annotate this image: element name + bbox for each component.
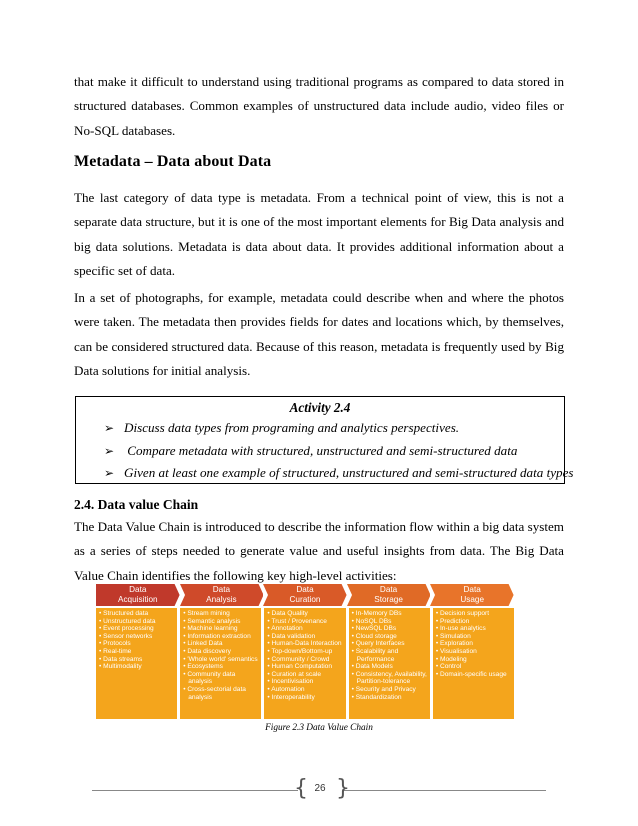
stage-header: [430, 584, 514, 606]
stage-title-line2: Usage: [460, 594, 484, 604]
stage-title-line1: Data: [129, 585, 147, 594]
column-item: • Query Interfaces: [352, 640, 428, 648]
column-item: • Decision support: [436, 610, 512, 618]
arrow-bullet-icon: ➢: [104, 466, 115, 481]
column-item: • Simulation: [436, 633, 512, 641]
metadata-paragraph-1: The last category of data type is metadata. From a technical point of view, this is not a separate data structure, but it is one of the most important elements for Big Data analysis and big data solutions. Metadata is data about data. It provides additional information about a specific set of data.: [74, 190, 564, 278]
column-item: • Community data analysis: [183, 671, 259, 686]
arrow-bullet-icon: ➢: [104, 421, 115, 435]
column-item: • In-use analytics: [436, 625, 512, 633]
figure-caption: Figure 2.3 Data Value Chain: [265, 723, 373, 733]
column-item: • Security and Privacy: [352, 686, 428, 694]
column-item: • Visualisation: [436, 648, 512, 656]
stage-title-line1: Data: [212, 585, 231, 594]
column-item: • Multimodality: [99, 663, 175, 671]
column-item: • Top-down/Bottom-up: [267, 648, 343, 656]
column-item: • Unstructured data: [99, 618, 175, 626]
column-item: • Standardization: [352, 694, 428, 702]
stage-header: [347, 584, 431, 606]
column-item: • Structured data: [99, 610, 175, 618]
column-item: • Stream mining: [183, 610, 259, 618]
column-item: • Data validation: [267, 633, 343, 641]
column-item: • Real-time: [99, 648, 175, 656]
column-item: • Scalability and Performance: [352, 648, 428, 663]
stage-title-line1: Data: [379, 585, 398, 594]
column-item: • NewSQL DBs: [352, 625, 428, 633]
stage-title-line2: Storage: [374, 594, 403, 604]
column-item: • Prediction: [436, 618, 512, 626]
column-item: • Ecosystems: [183, 663, 259, 671]
column-item: • Data Models: [352, 663, 428, 671]
left-brace-icon: {: [294, 776, 308, 801]
page-number: 26: [314, 783, 326, 794]
stage-column: [433, 608, 514, 719]
stage-header: [96, 584, 180, 606]
stage-header-row: [96, 584, 514, 606]
arrow-bullet-icon: ➢: [104, 443, 115, 458]
activity-box: [75, 396, 574, 484]
column-item: • Machine learning: [183, 625, 259, 633]
column-item: • Curation at scale: [267, 671, 343, 679]
column-item: • Trust / Provenance: [267, 618, 343, 626]
column-item: • NoSQL DBs: [352, 618, 428, 626]
activity-list: [104, 417, 573, 485]
stage-title-line1: Data: [463, 585, 481, 594]
column-item: • Community / Crowd: [267, 656, 343, 664]
activity-item: ➢ Given at least one example of structured, unstructured and semi-structured data types: [104, 462, 573, 485]
column-item: • Information extraction: [183, 633, 259, 641]
column-item: • Control: [436, 663, 512, 671]
column-item: • Protocols: [99, 640, 175, 648]
column-item: • Event processing: [99, 625, 175, 633]
column-item: • Data Quality: [267, 610, 343, 618]
column-item: • Human Computation: [267, 663, 343, 671]
column-item: • In-Memory DBs: [352, 610, 428, 618]
data-value-chain-figure: [96, 584, 514, 719]
column-item: • 'Whole world' semantics: [183, 656, 259, 664]
value-chain-paragraph: The Data Value Chain is introduced to describe the information flow within a big data system as a series of steps needed to generate value and useful insights from data. The Big Data Value Chain identifies the following key high-level activities:: [74, 519, 564, 583]
value-chain-heading: 2.4. Data value Chain: [74, 497, 199, 512]
footer-divider-left: [92, 790, 298, 791]
activity-item: ➢ Discuss data types from programing and analytics perspectives.: [104, 417, 573, 440]
column-item: • Automation: [267, 686, 343, 694]
column-item: • Cloud storage: [352, 633, 428, 641]
column-item: • Human-Data Interaction: [267, 640, 343, 648]
metadata-heading: Metadata – Data about Data: [74, 153, 272, 170]
column-item: • Consistency, Availability, Partition-tolerance: [352, 671, 428, 686]
column-item: • Semantic analysis: [183, 618, 259, 626]
stage-column: [180, 608, 261, 719]
column-item: • Data discovery: [183, 648, 259, 656]
column-item: • Exploration: [436, 640, 512, 648]
stage-title-line2: Acquisition: [117, 594, 158, 604]
activity-title: Activity 2.4: [289, 400, 351, 415]
column-item: • Interoperability: [267, 694, 343, 702]
stage-title-line1: Data: [296, 585, 314, 594]
stage-column: [264, 608, 345, 719]
intro-paragraph: that make it difficult to understand using traditional programs as compared to data stored in structured databases. Common examples of unstructured data include audio, video files or No-SQL databases.: [74, 74, 564, 138]
column-item: • Cross-sectorial data analysis: [183, 686, 259, 701]
metadata-paragraph-2: In a set of photographs, for example, metadata could describe when and where the photos were taken. The metadata then provides fields for dates and locations which, by themselves, can be considered structured data. Because of this reason, metadata is frequently used by Big Data solutions for initial analysis.: [74, 290, 564, 378]
stage-column: [349, 608, 430, 719]
activity-item: ➢ Compare metadata with structured, unstructured and semi-structured data: [104, 440, 573, 463]
column-item: • Modeling: [436, 656, 512, 664]
column-item: • Linked Data: [183, 640, 259, 648]
footer-divider-right: [344, 790, 546, 791]
column-item: • Incentivisation: [267, 678, 343, 686]
column-item: • Data streams: [99, 656, 175, 664]
column-item: • Annotation: [267, 625, 343, 633]
stage-column: [96, 608, 177, 719]
column-item: • Sensor networks: [99, 633, 175, 641]
column-item: • Domain-specific usage: [436, 671, 512, 679]
stage-header: [263, 584, 347, 606]
stage-title-line2: Analysis: [206, 594, 237, 604]
right-brace-icon: }: [336, 776, 350, 801]
stage-columns: [96, 608, 514, 719]
stage-header: [180, 584, 264, 606]
stage-title-line2: Curation: [289, 594, 321, 604]
